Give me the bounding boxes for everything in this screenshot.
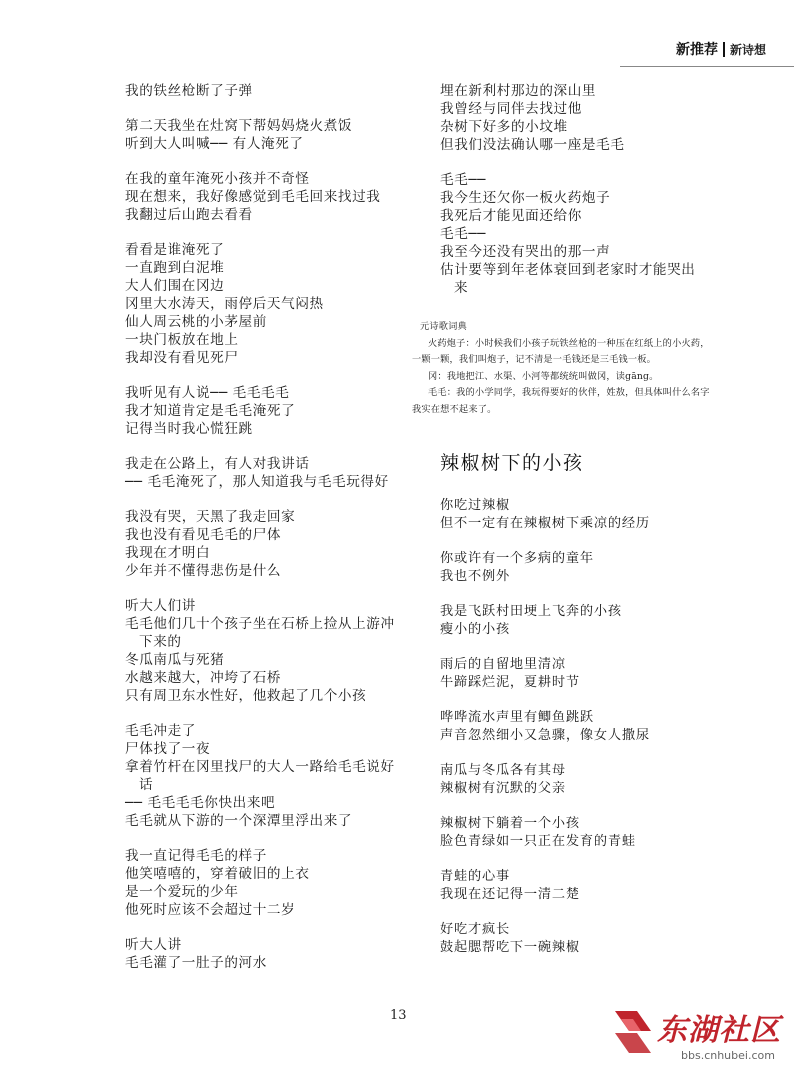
poem-line: ── 毛毛淹死了，那人知道我与毛毛玩得好 <box>125 474 389 490</box>
poem-line: 我却没有看见死尸 <box>125 350 239 366</box>
poem-line: 但我们没法确认哪一座是毛毛 <box>440 137 625 153</box>
stanza <box>440 868 708 904</box>
poem-continuation <box>440 82 708 297</box>
poem-line: 毛毛── <box>440 172 486 188</box>
poem-line: 估计要等到年老体衰回到老家时才能哭出来 <box>440 262 696 296</box>
watermark-brand: 东湖社区 <box>657 1013 781 1048</box>
poem-line: 我今生还欠你一板火药炮子 <box>440 190 611 206</box>
poem-line: 听大人讲 <box>125 937 182 953</box>
poem-line: 一直跑到白泥堆 <box>125 260 225 276</box>
poem-line: 南瓜与冬瓜各有其母 <box>440 763 566 778</box>
poem-line: 冬瓜南瓜与死猪 <box>125 652 225 668</box>
page-number: 13 <box>390 1008 407 1023</box>
poem-line: ── 毛毛毛毛你快出来吧 <box>125 795 276 811</box>
poem-line: 听到大人叫喊── 有人淹死了 <box>125 136 304 152</box>
poem-line: 毛毛冲走了 <box>125 723 196 739</box>
glossary-notes <box>412 319 712 418</box>
stanza <box>125 722 395 830</box>
stanza <box>440 921 708 957</box>
poem-line: 他笑嘻嘻的，穿着破旧的上衣 <box>125 866 310 882</box>
poem-line: 脸色青绿如一只正在发育的青蛙 <box>440 834 636 849</box>
poem-line: 我曾经与同伴去找过他 <box>440 101 582 117</box>
poem-line: 只有周卫东水性好，他救起了几个小孩 <box>125 688 367 704</box>
poem-line: 声音忽然细小又急骤，像女人撒尿 <box>440 728 650 743</box>
glossary-entry: 毛毛：我的小学同学，我玩得要好的伙伴，姓敖，但具体叫什么名字我实在想不起来了。 <box>412 387 710 415</box>
stanza <box>440 656 708 692</box>
header-section-label: 新推荐 <box>675 42 718 58</box>
poem-line: 是一个爱玩的少年 <box>125 884 239 900</box>
poem-line: 我走在公路上，有人对我讲话 <box>125 456 310 472</box>
poem-line: 牛蹄踩烂泥，夏耕时节 <box>440 675 580 690</box>
poem-line: 我至今还没有哭出的那一声 <box>440 244 611 260</box>
poem-line: 我翻过后山跑去看看 <box>125 207 253 223</box>
stanza <box>440 550 708 586</box>
stanza <box>440 497 708 533</box>
poem-line: 毛毛── <box>440 226 486 242</box>
poem-line: 毛毛就从下游的一个深潭里浮出来了 <box>125 813 353 829</box>
poem-line: 我现在还记得一清二楚 <box>440 887 580 902</box>
stanza <box>440 603 708 639</box>
poem-line: 你或许有一个多病的童年 <box>440 551 594 566</box>
poem-line: 我也不例外 <box>440 569 510 584</box>
poem-line: 我现在才明白 <box>125 545 211 561</box>
poem-line: 我死后才能见面还给你 <box>440 208 582 224</box>
stanza <box>125 508 395 580</box>
glossary-entry: 冈：我地把江、水渠、小河等都统统叫做冈，读gāng。 <box>428 370 659 382</box>
watermark-url: bbs.cnhubei.com <box>681 1049 775 1062</box>
poem-line: 现在想来，我好像感觉到毛毛回来找过我 <box>125 189 381 205</box>
poem-line: 哗哗流水声里有鲫鱼跳跃 <box>440 710 594 725</box>
stanza <box>125 241 395 367</box>
poem-line: 我是飞跃村田埂上飞奔的小孩 <box>440 604 622 619</box>
poem-line: 辣椒树下躺着一个小孩 <box>440 816 580 831</box>
poem-line: 好吃才疯长 <box>440 922 510 937</box>
stanza <box>125 384 395 438</box>
stanza <box>125 597 395 705</box>
stanza <box>125 455 395 491</box>
running-header <box>676 38 766 60</box>
poem-line: 水越来越大，冲垮了石桥 <box>125 670 282 686</box>
header-rule <box>620 66 794 67</box>
poem-line: 一块门板放在地上 <box>125 332 239 348</box>
poem-line: 大人们围在冈边 <box>125 278 225 294</box>
stanza <box>440 762 708 798</box>
stanza <box>440 82 708 154</box>
stanza <box>440 709 708 745</box>
stanza <box>125 170 395 224</box>
poem-line: 少年并不懂得悲伤是什么 <box>125 563 282 579</box>
header-column-label: 新诗想 <box>729 42 766 57</box>
poem-line: 仙人周云桃的小茅屋前 <box>125 314 267 330</box>
stanza <box>125 847 395 919</box>
poem-line: 我一直记得毛毛的样子 <box>125 848 267 864</box>
poem-line: 我才知道肯定是毛毛淹死了 <box>125 403 296 419</box>
glossary-entry: 火药炮子：小时候我们小孩子玩铁丝枪的一种压在红纸上的小火药，一颗一颗，我们叫炮子，记不清是一毛钱还是三毛钱一板。 <box>412 337 710 365</box>
poem-line: 埋在新利村那边的深山里 <box>440 83 597 99</box>
header-divider <box>723 42 725 57</box>
poem-line: 雨后的自留地里清凉 <box>440 657 566 672</box>
site-logo-icon <box>611 1005 655 1055</box>
poem-body <box>440 497 708 957</box>
glossary-entries <box>412 336 712 419</box>
poem-title: 辣椒树下的小孩 <box>440 452 584 474</box>
poem-line: 拿着竹杆在冈里找尸的大人一路给毛毛说好话 <box>125 759 395 793</box>
poem-line: 我也没有看见毛毛的尸体 <box>125 527 282 543</box>
poem-line: 杂树下好多的小坟堆 <box>440 119 568 135</box>
poem-line: 毛毛他们几十个孩子坐在石桥上捡从上游冲下来的 <box>125 616 395 650</box>
left-column-poem <box>125 82 395 989</box>
poem-line: 尸体找了一夜 <box>125 741 211 757</box>
poem-line: 毛毛灌了一肚子的河水 <box>125 955 267 971</box>
poem-line: 听大人们讲 <box>125 598 196 614</box>
stanza <box>440 815 708 851</box>
poem-line: 瘦小的小孩 <box>440 622 510 637</box>
stanza <box>125 117 395 153</box>
poem-line: 看看是谁淹死了 <box>125 242 225 258</box>
poem-line: 青蛙的心事 <box>440 869 510 884</box>
glossary-title: 元诗歌词典 <box>420 321 467 332</box>
poem-line: 他死时应该不会超过十二岁 <box>125 902 296 918</box>
poem-line: 但不一定有在辣椒树下乘凉的经历 <box>440 516 650 531</box>
poem-line: 你吃过辣椒 <box>440 498 510 513</box>
site-watermark <box>605 1001 790 1071</box>
poem-line: 我听见有人说── 毛毛毛毛 <box>125 385 290 401</box>
poem-line: 我没有哭，天黑了我走回家 <box>125 509 296 525</box>
stanza <box>440 171 708 297</box>
poem-line: 在我的童年淹死小孩并不奇怪 <box>125 171 310 187</box>
poem-line: 辣椒树有沉默的父亲 <box>440 781 566 796</box>
poem-line: 鼓起腮帮吃下一碗辣椒 <box>440 940 580 955</box>
poem-line: 记得当时我心慌狂跳 <box>125 421 253 437</box>
stanza <box>125 82 395 100</box>
poem-line: 我的铁丝枪断了子弹 <box>125 83 253 99</box>
right-column <box>412 82 710 974</box>
poem-line: 冈里大水涛天，雨停后天气闷热 <box>125 296 324 312</box>
poem-line: 第二天我坐在灶窝下帮妈妈烧火煮饭 <box>125 118 353 134</box>
stanza <box>125 936 395 972</box>
